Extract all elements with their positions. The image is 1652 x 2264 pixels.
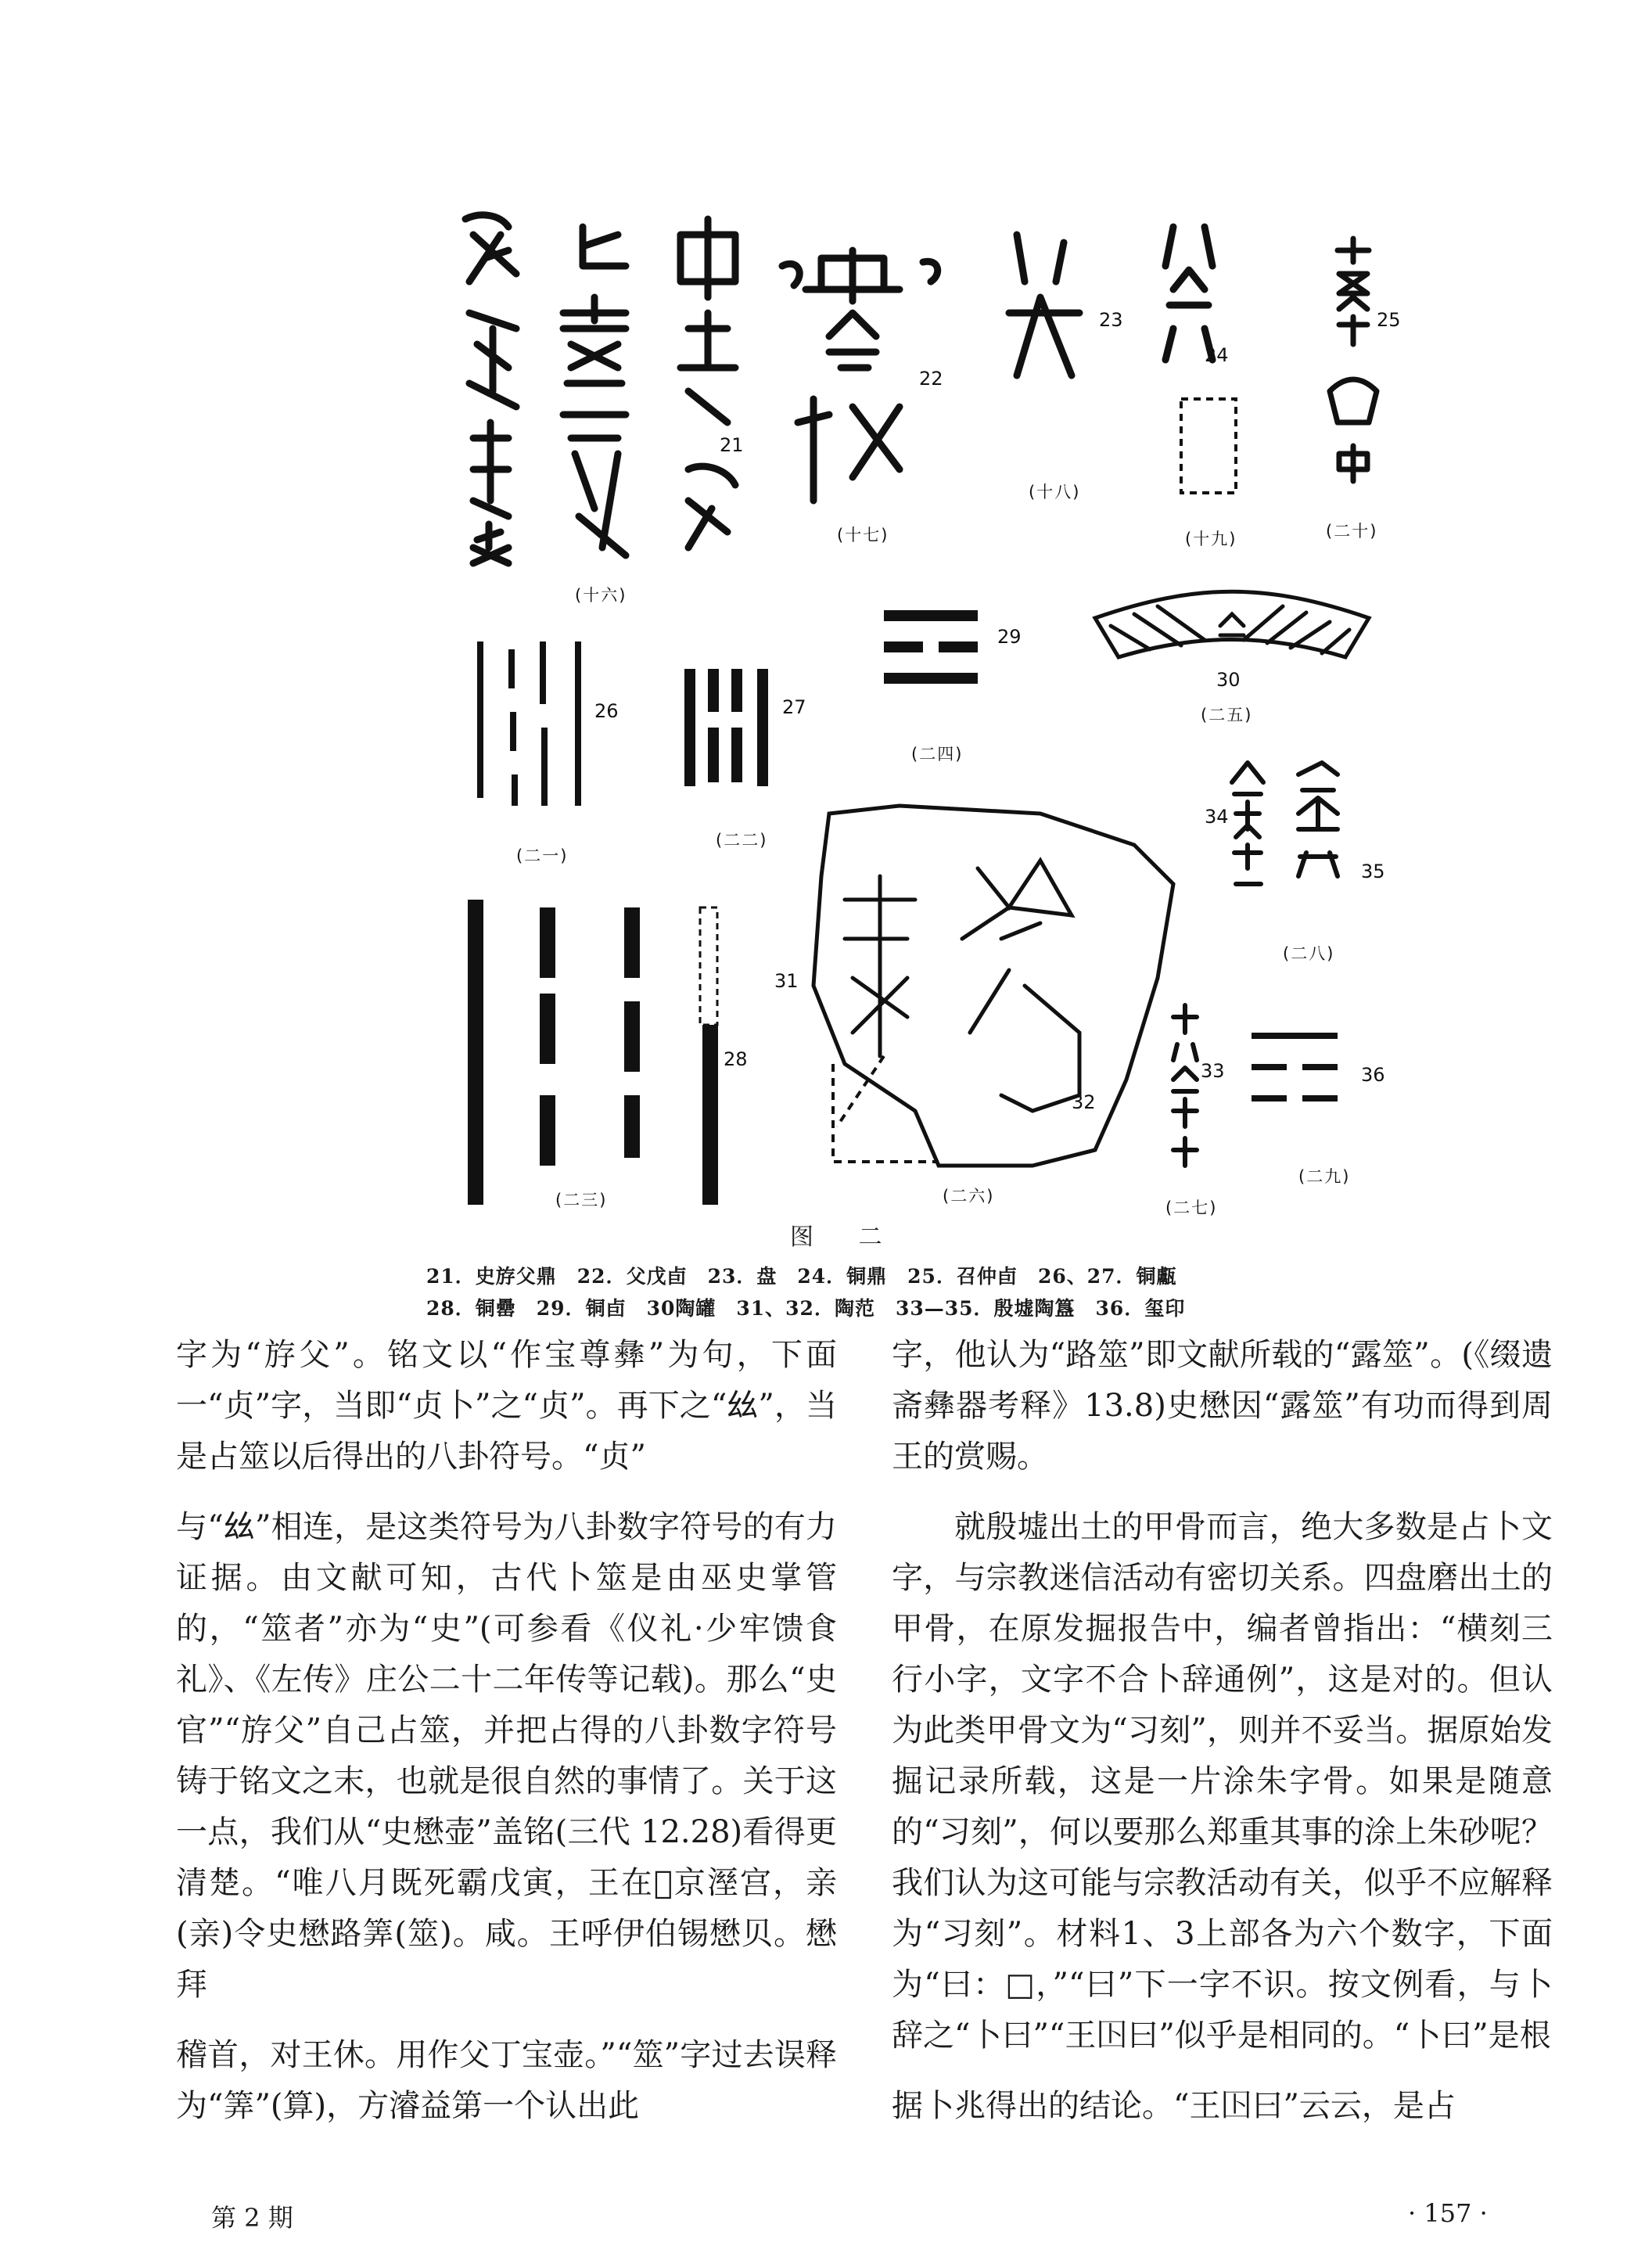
group-label: (二五) [1201,706,1253,724]
group-label: (二八) [1283,944,1335,963]
right-paragraph-2: 就殷墟出土的甲骨而言，绝大多数是占卜文字，与宗教迷信活动有密切关系。四盘磨出土的甲骨，在原发掘报告中，编者曾指出：“横刻三行小字，文字不合卜辞通例”，这是对的。但认为此类甲骨文为“习刻”，则并不妥当。据原始发掘记录所载，这是一片涂朱字骨。如果是随意的“习刻”，何以要那么郑重其事的涂上朱砂呢？我们认为这可能与宗教活动有关，似乎不应解释为“习刻”。材料1、3上部各为六个数字，下面为“曰：□，”“曰”下一字不识。按文例看，与卜辞之“卜曰”“王𡆥曰”似乎是相同的。“卜曰”是根 [892,1509,1553,2054]
group-label: (二十) [1326,522,1378,541]
group-label: (十九) [1185,530,1237,548]
group-label: (二一) [516,846,569,865]
item-number: 28 [724,1048,748,1070]
inscription-22-glyphs [782,250,938,501]
item-number: 32 [1072,1091,1096,1113]
group-label: (二九) [1298,1167,1351,1186]
group-label: (二四) [911,745,964,764]
trigram-27 [684,669,768,786]
right-paragraph-3: 据卜兆得出的结论。“王𡆥曰”云云，是占 [892,2088,1456,2124]
item-number: 30 [1216,669,1241,691]
item-number: 29 [997,626,1022,648]
left-paragraph-1: 字为“斿父”。铭文以“作宝尊彝”为句，下面一“贞”字，当即“贞卜”之“贞”。再下之“𢆶”，当是占筮以后得出的八卦符号。“贞” [176,1337,837,1475]
item-number: 24 [1205,344,1229,366]
item-number: 35 [1361,861,1385,882]
item-number: 21 [720,434,744,456]
inscription-23-glyphs [1009,235,1079,376]
figure-caption-line-1: 21．史斿父鼎 22．父戊卣 23．盘 24．铜鼎 25．召仲卣 26、27．铜甗 [426,1265,1177,1288]
page-number: · 157 · [1408,2198,1488,2228]
item-number: 23 [1099,309,1123,331]
item-number: 27 [782,696,806,718]
trigram-28 [468,900,718,1205]
group-label: (十七) [837,526,889,544]
trigram-29 [884,610,978,684]
seal-impression-24 [1181,399,1236,493]
inscription-33-glyphs [1173,1005,1197,1166]
group-label: (二三) [555,1191,608,1209]
right-column [892,1330,1553,2132]
left-column [176,1330,837,2132]
figure-caption-line-2: 28．铜罍 29．铜卣 30陶罐 31、32．陶范 33—35．殷墟陶簋 36．玺印 [426,1297,1186,1320]
figure-title: 图 二 [790,1224,901,1251]
group-label: (十八) [1029,483,1081,501]
pottery-30 [1095,591,1369,657]
item-number: 31 [774,970,799,992]
group-label: (十六) [575,586,627,605]
left-paragraph-2: 与“𢆶”相连，是这类符号为八卦数字符号的有力证据。由文献可知，古代卜筮是由巫史掌管的，“筮者”亦为“史”(可参看《仪礼·少牢馈食礼》、《左传》庄公二十二年传等记载)。那么“史官”“斿父”自己占筮，并把占得的八卦数字符号铸于铭文之末，也就是很自然的事情了。关于这一点，我们从“史懋壶”盖铭(三代 12.28)看得更清楚。“唯八月既死霸戊寅，王在𦎫京溼宫，亲(亲)令史懋路筭(筮)。咸。王呼伊伯锡懋贝。懋拜 [176,1509,837,2003]
right-paragraph-1: 字，他认为“路筮”即文献所载的“露筮”。(《缀遗斋彝器考释》13.8)史懋因“露筮”有功而得到周王的赏赐。 [892,1337,1553,1475]
group-label: (二二) [716,831,768,850]
group-label: (二六) [943,1187,995,1206]
item-number: 25 [1377,309,1401,331]
inscription-34-35-glyphs [1232,763,1338,884]
issue-number: 第 2 期 [211,2203,293,2233]
pottery-mold-31-32 [813,806,1173,1166]
item-number: 34 [1205,806,1229,828]
left-paragraph-3: 稽首，对王休。用作父丁宝壶。”“筮”字过去误释为“筭”(算)，方濬益第一个认出此 [176,2037,837,2124]
inscription-25-glyphs [1330,239,1377,481]
trigram-26 [477,641,581,806]
group-label: (二七) [1165,1198,1218,1217]
item-number: 33 [1201,1060,1225,1082]
trigram-36 [1252,1033,1338,1101]
inscription-21-glyphs [465,215,735,563]
inscription-24-glyphs [1165,227,1212,360]
item-number: 26 [594,700,619,722]
item-number: 36 [1361,1064,1385,1086]
item-number: 22 [919,368,943,390]
